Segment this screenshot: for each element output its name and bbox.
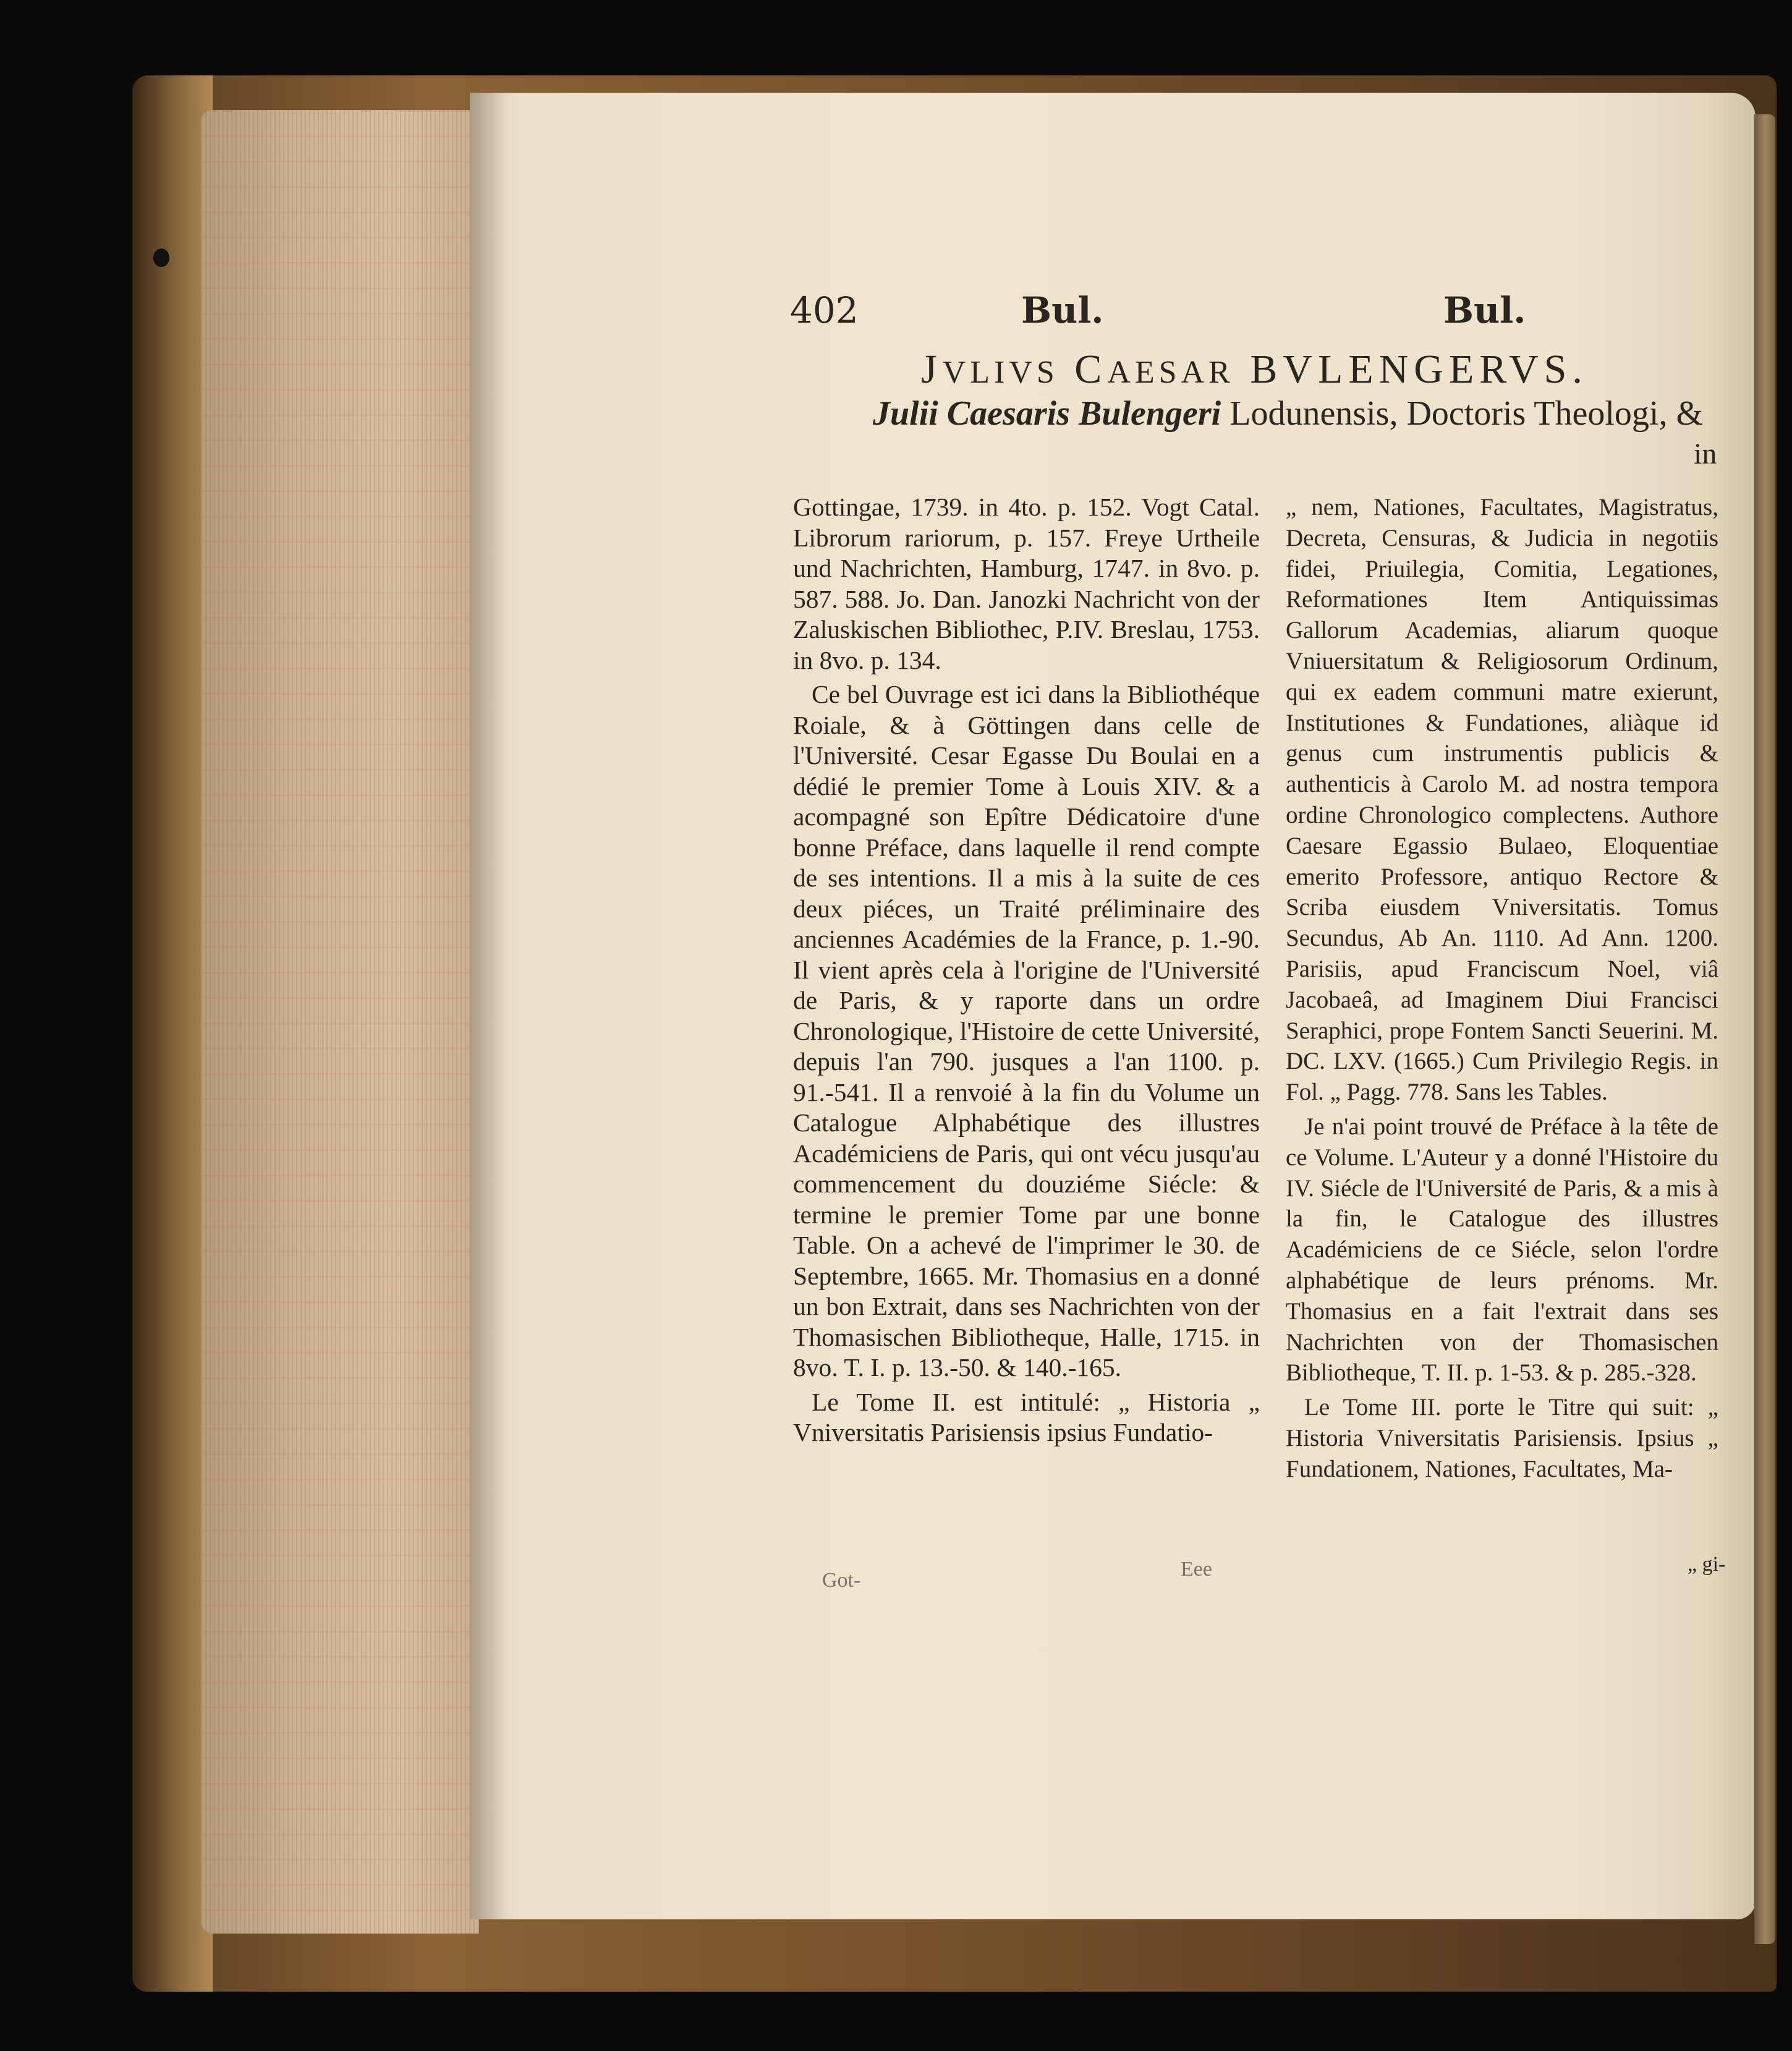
signature-mark: Eee (1181, 1558, 1212, 1581)
right-paragraph-2: Je n'ai point trouvé de Préface à la tête de ce Volume. L'Auteur y a donné l'Histoire du IV. Siécle de l'Université de Paris, & a mis à la fin, le Catalogue des illustres Académiciens de ce Siécle, selon l'ordre alphabétique de leurs prénoms. Mr. Thomasius en a fait l'extrait dans ses Nachrichten von der Thomasischen Bibliotheque, T. II. p. 1-53. & p. 285.-328. (1286, 1113, 1718, 1386)
title-aesar: AESAR (1107, 355, 1234, 390)
subtitle-roman: Lodunensis, Doctoris Theologi, & (1221, 394, 1704, 433)
entry-title (921, 346, 1588, 393)
entry-subtitle (873, 394, 1732, 433)
running-head-right: Bul. (1443, 289, 1526, 331)
right-paragraph-3: Le Tome III. porte le Titre qui suit: „ Historia Vniversitatis Parisiensis. Ipsius „ Fundationem, Nationes, Facultates, Ma- (1286, 1394, 1718, 1482)
catchword-left: Got- (822, 1569, 861, 1592)
right-text-column (1286, 492, 1718, 1485)
left-paragraph-3: Le Tome II. est intitulé: „ Historia „ Vniversitatis Parisiensis ipsius Fundatio- (793, 1387, 1260, 1446)
catchword-right: „ gi- (1688, 1553, 1726, 1576)
left-text-column (793, 492, 1260, 1448)
page-number: 402 (790, 289, 859, 331)
page-fore-edge (1754, 114, 1775, 1944)
title-initial-c: C (1058, 347, 1108, 392)
binding-tack (153, 248, 169, 267)
title-surname: BVLENGERVS. (1234, 347, 1588, 392)
left-paragraph-1: Gottingae, 1739. in 4to. p. 152. Vogt Catal. Librorum rariorum, p. 157. Freye Urtheile und Nachrichten, Hamburg, 1747. in 8vo. p. 587. 588. Jo. Dan. Janozki Nachricht von der Zaluskischen Bibliothec, P.IV. Breslau, 1753. in 8vo. p. 134. (793, 493, 1260, 674)
title-vlivs: VLIVS (942, 355, 1059, 390)
title-initial-j: J (921, 347, 943, 392)
running-head-left: Bul. (1021, 289, 1104, 331)
left-paragraph-2: Ce bel Ouvrage est ici dans la Bibliothéque Roiale, & à Göttingen dans celle de l'Université. Cesar Egasse Du Boulai en a dédié le premier Tome à Louis XIV. & a acompagné son Epître Dédicatoire d'une bonne Préface, dans laquelle il rend compte de ses intentions. Il a mis à la suite de ces deux piéces, un Traité préliminaire des anciennes Académies de la France, p. 1.-90. Il vient après cela à l'origine de l'Université de Paris, & y raporte dans un ordre Chronologique, l'Histoire de cette Université, depuis l'an 790. jusques a l'an 1100. p. 91.-541. Il a renvoié à la fin du Volume un Catalogue Alphabétique des illustres Académiciens de Paris, qui ont vécu jusqu'au commencement du douziéme Siécle: & termine le premier Tome par une bonne Table. On a achevé de l'imprimer le 30. de Septembre, 1665. Mr. Thomasius en a donné un bon Extrait, dans ses Nachrichten von der Thomasischen Bibliotheque, Halle, 1715. in 8vo. T. I. p. 13.-50. & 140.-165. (793, 680, 1260, 1382)
gutter-shadow (470, 93, 507, 1919)
right-paragraph-1: „ nem, Nationes, Facultates, Magistratus, Decreta, Censuras, & Judicia in negotiis fidei, Priuilegia, Comitia, Legationes, Reformationes Item Antiquissimas Gallorum Academias, aliarum quoque Vniuersitatum & Religiosorum Ordinum, qui ex eadem communi matre exierunt, Institutiones & Fundationes, aliàque id genus cum instrumentis publicis & authenticis à Carolo M. ad nostra tempora ordine Chronologico complectens. Authore Caesare Egassio Bulaeo, Eloquentiae emerito Professore, antiquo Rectore & Scriba eiusdem Vniversitatis. Tomus Secundus, Ab An. 1110. Ad Ann. 1200. Parisiis, apud Franciscum Noel, viâ Jacobaeâ, ad Imaginem Diui Francisci Seraphici, prope Fontem Sancti Seuerini. M. DC. LXV. (1665.) Cum Privilegio Regis. in Fol. „ Pagg. 778. Sans les Tables. (1286, 494, 1718, 1106)
page-edges (201, 110, 479, 1934)
subtitle-continuation: in (1694, 438, 1717, 470)
subtitle-italic: Julii Caesaris Bulengeri (873, 394, 1221, 433)
